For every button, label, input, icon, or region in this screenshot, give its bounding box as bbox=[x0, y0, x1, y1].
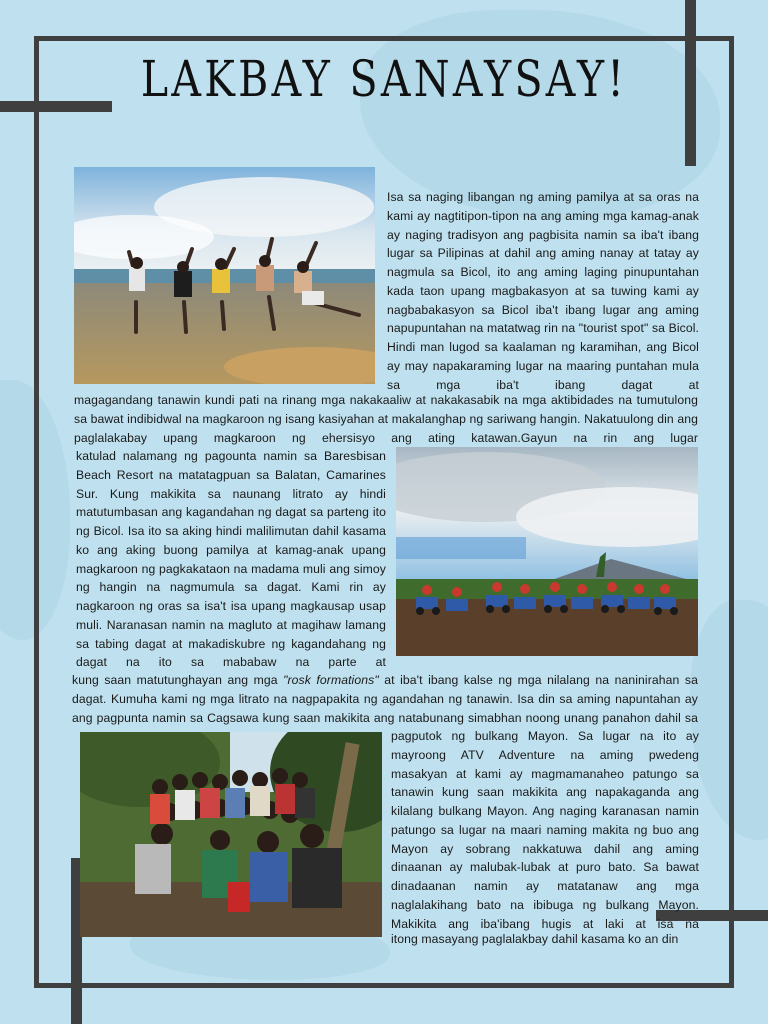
paragraph-atv: pagputok ng bulkang Mayon. Sa lugar na ito ay mayroong ATV Adventure na aming pwedeng masakyan at kami ay magmamanaheo patungo sa tanawin kung saan makikita ang napakaganda ang kilalang bulkang Mayon. Ang naging karanasan namin patungo sa lugar na maari naming makita ng buo ang Mayon ay sobrang nakkatuwa dahil ang aming dinaanan ay malubak-lubak at puro bato. Sa bawat dinadaanan namin ay matatanaw ang mga naglalakihang bato na ibibuga ng bulkang Mayon. Makikita ang iba'ibang hugis at laki at isa na bbox=[391, 729, 699, 931]
paragraph-tanawin: magagandang tanawin kundi pati na rinang mga nakakaaliw at nakakasabik na mga aktibidades na tumutulong sa bawat indibidwal na magkaroon ng isang kasiyahan at makalanghap ng sariwang hangin. Nakatuulong din ang paglalakabay upang magkaroon ng ehersisyo ang ating katawan.Gayun na rin ang lugar bbox=[74, 393, 698, 445]
paragraph-baresbisan: katulad nalamang ng pagounta namin sa Baresbisan Beach Resort na matatagpuan sa Balatan, Camarines Sur. Kung makikita sa naunang litrato ay hindi matutumbasan ang kagandahan ng dagat sa parteng ito ng Bicol. Isa ito sa aking hindi malilimutan dahil kasama ko ang aking buong pamilya at kamag-anak upang magkaroon ng pagkakataon na madama muli ang simoy ng hangin na nagmumula sa dagat. Kami rin ay nagkaroon ng oras sa isa't isa upang magkausap usap muli. Naranasan namin na magluto at magihaw lamang sa tabing dagat at makadiskubre ng kagandahang ng dagat na ito sa mababaw na parte at bbox=[76, 449, 386, 670]
paragraph-cagsawa-part2: at iba't ibang kalse ng mga nilalang na naninirahan sa dagat. Kumuha kami ng mga litrato na nagpapakita ng agandahan ng tanawin. Isa din sa aming napuntahan ay ang pagpunta namin sa Cagsawa kung saan makikita ang natabunang simabhan noong unang panahon dahil sa bbox=[72, 673, 698, 725]
atv-adventure-photo bbox=[396, 447, 698, 656]
paragraph-cagsawa bbox=[72, 671, 698, 727]
paragraph-intro: Isa sa naging libangan ng aming pamilya at sa oras na kami ay nagtitipon-tipon na ang aming mga kamag-anak ay naging tradisyon ang pagbisita namin sa iba't ibang lugar sa Pilipinas at dahil ang aming nanay at tatay ay nagmula sa Bicol, ito ang aming laging pinupuntahan kada taon upang magbakasyon at sa tuwing kami ay nagbabakasyon sa Bicol iba't ibang lugar ang aming napupuntahan na matatwag rin na "tourist spot" sa Bicol. Hindi man lugod sa kaalaman ng karamihan, ang Bicol ay may napakaraming lugar na maaring puntahan mula sa mga iba't ibang dagat at bbox=[387, 190, 699, 392]
beach-group-photo bbox=[74, 167, 375, 384]
paragraph-cagsawa-part1: kung saan matutunghayan ang mga bbox=[72, 673, 284, 687]
family-group-photo bbox=[80, 732, 382, 937]
rock-formations-emphasis: "rosk formations" bbox=[283, 673, 379, 687]
paragraph-closing: itong masayang paglalakbay dahil kasama ko an din bbox=[391, 932, 679, 946]
page-title: LAKBAY SANAYSAY! bbox=[140, 50, 628, 108]
